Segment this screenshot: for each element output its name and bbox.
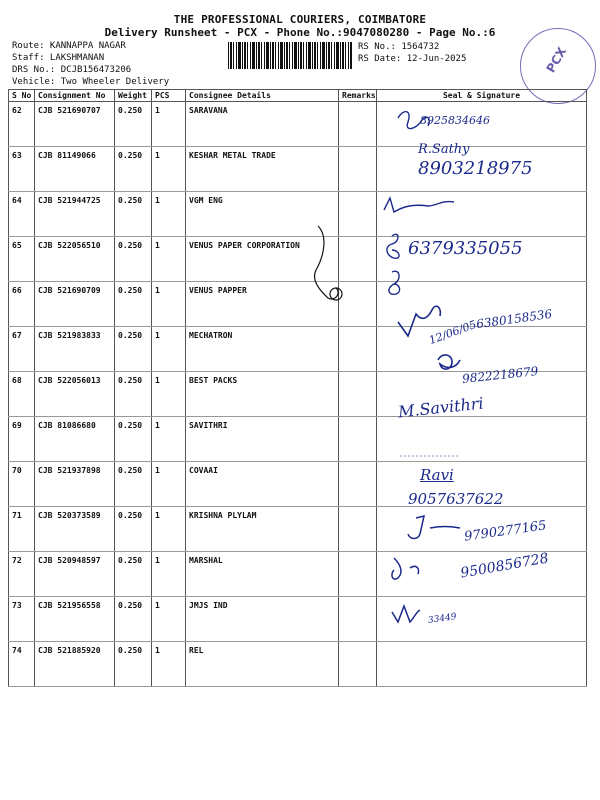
rs-number-field: RS No.: 1564732	[358, 42, 440, 52]
cell-weight: 0.250	[115, 597, 152, 642]
cell-remarks	[339, 507, 377, 552]
company-name: THE PROFESSIONAL COURIERS, COIMBATORE	[173, 13, 427, 26]
cell-sno: 72	[9, 552, 35, 597]
col-header-remarks: Remarks	[339, 90, 377, 102]
handwritten-name-71: Ravi	[420, 466, 454, 484]
staff-field: Staff: LAKSHMANAN	[12, 53, 105, 63]
cell-remarks	[339, 102, 377, 147]
cell-pcs: 1	[152, 282, 186, 327]
table-header-row	[9, 90, 587, 102]
handwritten-date-67: 12/06/05	[427, 317, 479, 348]
cell-signature	[377, 597, 587, 642]
handwritten-name-69: M.Savithri	[397, 393, 485, 422]
cell-weight: 0.250	[115, 147, 152, 192]
handwritten-phone-66: 6379335055	[408, 238, 523, 259]
cell-remarks	[339, 147, 377, 192]
cell-remarks	[339, 282, 377, 327]
cell-weight: 0.250	[115, 507, 152, 552]
cell-consignment: CJB 522056510	[35, 237, 115, 282]
cell-sno: 69	[9, 417, 35, 462]
cell-consignee: KRISHNA PLYLAM	[186, 507, 339, 552]
drs-field: DRS No.: DCJB156473206	[12, 65, 132, 75]
barcode-icon	[228, 42, 352, 69]
cell-sno: 68	[9, 372, 35, 417]
cell-consignment: CJB 81086680	[35, 417, 115, 462]
cell-weight: 0.250	[115, 462, 152, 507]
route-field: Route: KANNAPPA NAGAR	[12, 41, 126, 51]
cell-pcs: 1	[152, 327, 186, 372]
col-header-sno: S No	[9, 90, 35, 102]
cell-consignee: SARAVANA	[186, 102, 339, 147]
cell-sno: 70	[9, 462, 35, 507]
cell-pcs: 1	[152, 597, 186, 642]
table-row	[9, 102, 587, 147]
cell-remarks	[339, 237, 377, 282]
cell-consignee: JMJS IND	[186, 597, 339, 642]
col-header-pcs: PCS	[152, 90, 186, 102]
cell-remarks	[339, 552, 377, 597]
cell-remarks	[339, 642, 377, 687]
stamp-text: PCX	[543, 44, 570, 76]
vehicle-field: Vehicle: Two Wheeler Delivery	[12, 77, 170, 87]
cell-remarks	[339, 597, 377, 642]
cell-consignee: MECHATRON	[186, 327, 339, 372]
cell-consignment: CJB 521937898	[35, 462, 115, 507]
cell-remarks	[339, 372, 377, 417]
handwritten-phone-67: 6380158536	[475, 306, 553, 332]
cell-consignment: CJB 521690707	[35, 102, 115, 147]
cell-weight: 0.250	[115, 372, 152, 417]
cell-remarks	[339, 327, 377, 372]
cell-consignment: CJB 521690709	[35, 282, 115, 327]
cell-consignee: MARSHAL	[186, 552, 339, 597]
handwritten-name-63: R.Sathy	[418, 142, 470, 157]
cell-weight: 0.250	[115, 552, 152, 597]
handwritten-note-74: 33449	[427, 612, 458, 626]
cell-consignee: KESHAR METAL TRADE	[186, 147, 339, 192]
handwritten-phone-68: 9822218679	[461, 364, 539, 386]
cell-weight: 0.250	[115, 327, 152, 372]
cell-consignee: VENUS PAPER CORPORATION	[186, 237, 339, 282]
cell-consignee: REL	[186, 642, 339, 687]
col-header-consignment: Consignment No	[35, 90, 115, 102]
cell-pcs: 1	[152, 147, 186, 192]
cell-weight: 0.250	[115, 642, 152, 687]
cell-consignee: COVAAI	[186, 462, 339, 507]
cell-signature	[377, 192, 587, 237]
cell-sno: 67	[9, 327, 35, 372]
cell-consignee: BEST PACKS	[186, 372, 339, 417]
cell-pcs: 1	[152, 372, 186, 417]
cell-weight: 0.250	[115, 192, 152, 237]
cell-consignee: VENUS PAPPER	[186, 282, 339, 327]
cell-weight: 0.250	[115, 102, 152, 147]
cell-signature	[377, 642, 587, 687]
cell-consignment: CJB 520373589	[35, 507, 115, 552]
cell-sno: 64	[9, 192, 35, 237]
cell-consignment: CJB 81149066	[35, 147, 115, 192]
cell-consignment: CJB 521956558	[35, 597, 115, 642]
rs-date-field: RS Date: 12-Jun-2025	[358, 54, 467, 64]
handwritten-phone-71: 9057637622	[408, 490, 504, 508]
cell-consignment: CJB 522056013	[35, 372, 115, 417]
runsheet-meta-left	[12, 40, 169, 88]
cell-pcs: 1	[152, 192, 186, 237]
handwritten-phone-62: 8925834646	[420, 114, 490, 127]
cell-sno: 74	[9, 642, 35, 687]
handwritten-phone-63: 8903218975	[418, 158, 533, 179]
cell-signature	[377, 417, 587, 462]
handwritten-phone-73: 9500856728	[459, 550, 550, 582]
cell-remarks	[339, 192, 377, 237]
cell-consignment: CJB 521944725	[35, 192, 115, 237]
cell-sno: 63	[9, 147, 35, 192]
cell-remarks	[339, 462, 377, 507]
cell-pcs: 1	[152, 237, 186, 282]
cell-sno: 65	[9, 237, 35, 282]
cell-weight: 0.250	[115, 417, 152, 462]
cell-signature	[377, 327, 587, 372]
cell-consignment: CJB 520948597	[35, 552, 115, 597]
col-header-consignee: Consignee Details	[186, 90, 339, 102]
runsheet-title: Delivery Runsheet - PCX - Phone No.:9047080280 - Page No.:6	[104, 26, 496, 39]
cell-sno: 66	[9, 282, 35, 327]
table-row	[9, 327, 587, 372]
cell-consignment: CJB 521885920	[35, 642, 115, 687]
col-header-weight: Weight	[115, 90, 152, 102]
cell-remarks	[339, 417, 377, 462]
cell-pcs: 1	[152, 417, 186, 462]
cell-consignee: VGM ENG	[186, 192, 339, 237]
cell-pcs: 1	[152, 507, 186, 552]
cell-sno: 73	[9, 597, 35, 642]
table-row	[9, 417, 587, 462]
cell-pcs: 1	[152, 642, 186, 687]
cell-consignee: SAVITHRI	[186, 417, 339, 462]
table-row	[9, 642, 587, 687]
handwritten-phone-72: 9790277165	[463, 518, 548, 545]
cell-sno: 62	[9, 102, 35, 147]
cell-consignment: CJB 521983833	[35, 327, 115, 372]
table-row	[9, 192, 587, 237]
cell-pcs: 1	[152, 462, 186, 507]
cell-pcs: 1	[152, 552, 186, 597]
runsheet-meta-right	[358, 41, 466, 65]
cell-weight: 0.250	[115, 282, 152, 327]
col-header-seal-signature: Seal & Signature	[377, 90, 587, 102]
cell-sno: 71	[9, 507, 35, 552]
table-row	[9, 597, 587, 642]
cell-pcs: 1	[152, 102, 186, 147]
cell-weight: 0.250	[115, 237, 152, 282]
